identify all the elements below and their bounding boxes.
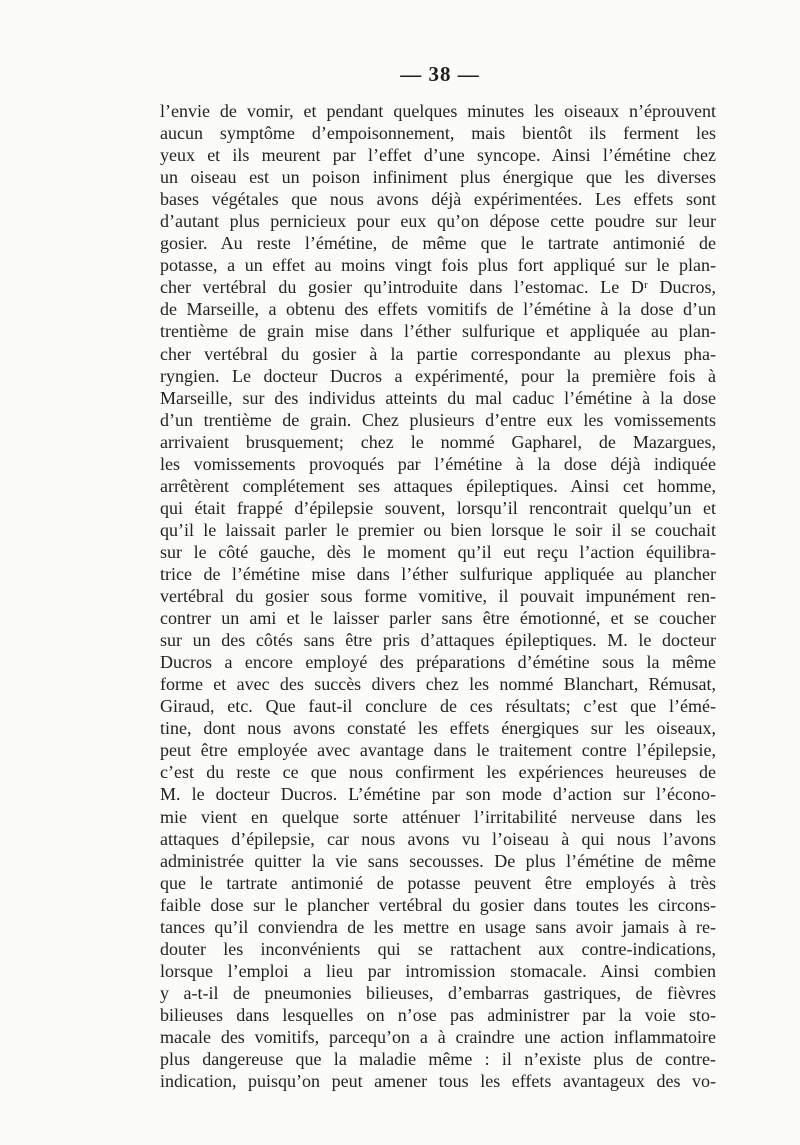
- text-line: sur un des côtés sans être pris d’attaques épileptiques. M. le docteur: [160, 630, 716, 651]
- text-line: Giraud, etc. Que faut-il conclure de ces résultats; c’est que l’émé-: [160, 696, 716, 717]
- text-line: qu’il le laissait parler le premier ou bien lorsque le soir il se couchait: [160, 519, 716, 540]
- text-line: forme et avec des succès divers chez les nommé Blanchart, Rémusat,: [160, 674, 716, 695]
- text-line: c’est du reste ce que nous confirment les expériences heureuses de: [160, 762, 716, 783]
- text-line: sur le côté gauche, dès le moment qu’il eut reçu l’action équilibra-: [160, 541, 716, 562]
- text-line: cher vertébral du gosier à la partie correspondante au plexus pha-: [160, 343, 716, 364]
- text-line: aucun symptôme d’empoisonnement, mais bientôt ils ferment les: [160, 123, 716, 144]
- text-line: d’autant plus pernicieux pour eux qu’on dépose cette poudre sur leur: [160, 211, 716, 232]
- text-line: ryngien. Le docteur Ducros a expérimenté, pour la première fois à: [160, 365, 716, 386]
- text-line: Ducros a encore employé des préparations d’émétine sous la même: [160, 652, 716, 673]
- text-line: vertébral du gosier sous forme vomitive, il pouvait impunément ren-: [160, 586, 716, 607]
- text-line: faible dose sur le plancher vertébral du gosier dans toutes les circons-: [160, 894, 716, 915]
- text-line: Marseille, sur des individus atteints du mal caduc l’émétine à la dose: [160, 387, 716, 408]
- text-line: plus dangereuse que la maladie même : il n’existe plus de contre-: [160, 1049, 716, 1070]
- text-line: potasse, a un effet au moins vingt fois plus fort appliqué sur le plan-: [160, 255, 716, 276]
- text-line: qui était frappé d’épilepsie souvent, lorsqu’il rencontrait quelqu’un et: [160, 497, 716, 518]
- text-line: que le tartrate antimonié de potasse peuvent être employés à très: [160, 872, 716, 893]
- text-line: de Marseille, a obtenu des effets vomitifs de l’émétine à la dose d’un: [160, 299, 716, 320]
- text-line: attaques d’épilepsie, car nous avons vu l’oiseau à qui nous l’avons: [160, 828, 716, 849]
- text-line: cher vertébral du gosier qu’introduite dans l’estomac. Le Dʳ Ducros,: [160, 277, 716, 298]
- text-line: macale des vomitifs, parcequ’on a à craindre une action inflammatoire: [160, 1026, 716, 1047]
- text-line: d’un trentième de grain. Chez plusieurs d’entre eux les vomissements: [160, 409, 716, 430]
- text-line: gosier. Au reste l’émétine, de même que le tartrate antimonié de: [160, 233, 716, 254]
- text-line: contrer un ami et le laisser parler sans être émotionné, et se coucher: [160, 608, 716, 629]
- text-line: administrée quitter la vie sans secousses. De plus l’émétine de même: [160, 850, 716, 871]
- text-line: mie vient en quelque sorte atténuer l’irritabilité nerveuse dans les: [160, 806, 716, 827]
- text-line: arrêtèrent complétement ses attaques épileptiques. Ainsi cet homme,: [160, 475, 716, 496]
- text-line: yeux et ils meurent par l’effet d’une syncope. Ainsi l’émétine chez: [160, 145, 716, 166]
- text-line: l’envie de vomir, et pendant quelques minutes les oiseaux n’éprouvent: [160, 101, 716, 121]
- text-line: un oiseau est un poison infiniment plus énergique que les diverses: [160, 167, 716, 188]
- text-line: douter les inconvénients qui se rattachent aux contre-indications,: [160, 938, 716, 959]
- text-line: trentième de grain mise dans l’éther sulfurique et appliquée au plan-: [160, 321, 716, 342]
- text-line: y a-t-il de pneumonies bilieuses, d’embarras gastriques, de fièvres: [160, 982, 716, 1003]
- text-line: indication, puisqu’on peut amener tous les effets avantageux des vo-: [160, 1071, 716, 1092]
- text-line: tine, dont nous avons constaté les effets énergiques sur les oiseaux,: [160, 718, 716, 739]
- text-line: les vomissements provoqués par l’émétine à la dose déjà indiquée: [160, 453, 716, 474]
- text-line: lorsque l’emploi a lieu par intromission stomacale. Ainsi combien: [160, 960, 716, 981]
- text-line: peut être employée avec avantage dans le traitement contre l’épilepsie,: [160, 740, 716, 761]
- text-line: arrivaient brusquement; chez le nommé Gapharel, de Mazargues,: [160, 431, 716, 452]
- text-line: bilieuses dans lesquelles on n’ose pas administrer par la voie sto-: [160, 1004, 716, 1025]
- text-line: bases végétales que nous avons déjà expérimentées. Les effets sont: [160, 189, 716, 210]
- text-line: tances qu’il conviendra de les mettre en usage sans avoir jamais à re-: [160, 916, 716, 937]
- text-line: M. le docteur Ducros. L’émétine par son mode d’action sur l’écono-: [160, 784, 716, 805]
- text-line: trice de l’émétine mise dans l’éther sulfurique appliquée au plancher: [160, 563, 716, 584]
- body-text: [160, 100, 716, 1092]
- page-number: — 38 —: [400, 62, 480, 86]
